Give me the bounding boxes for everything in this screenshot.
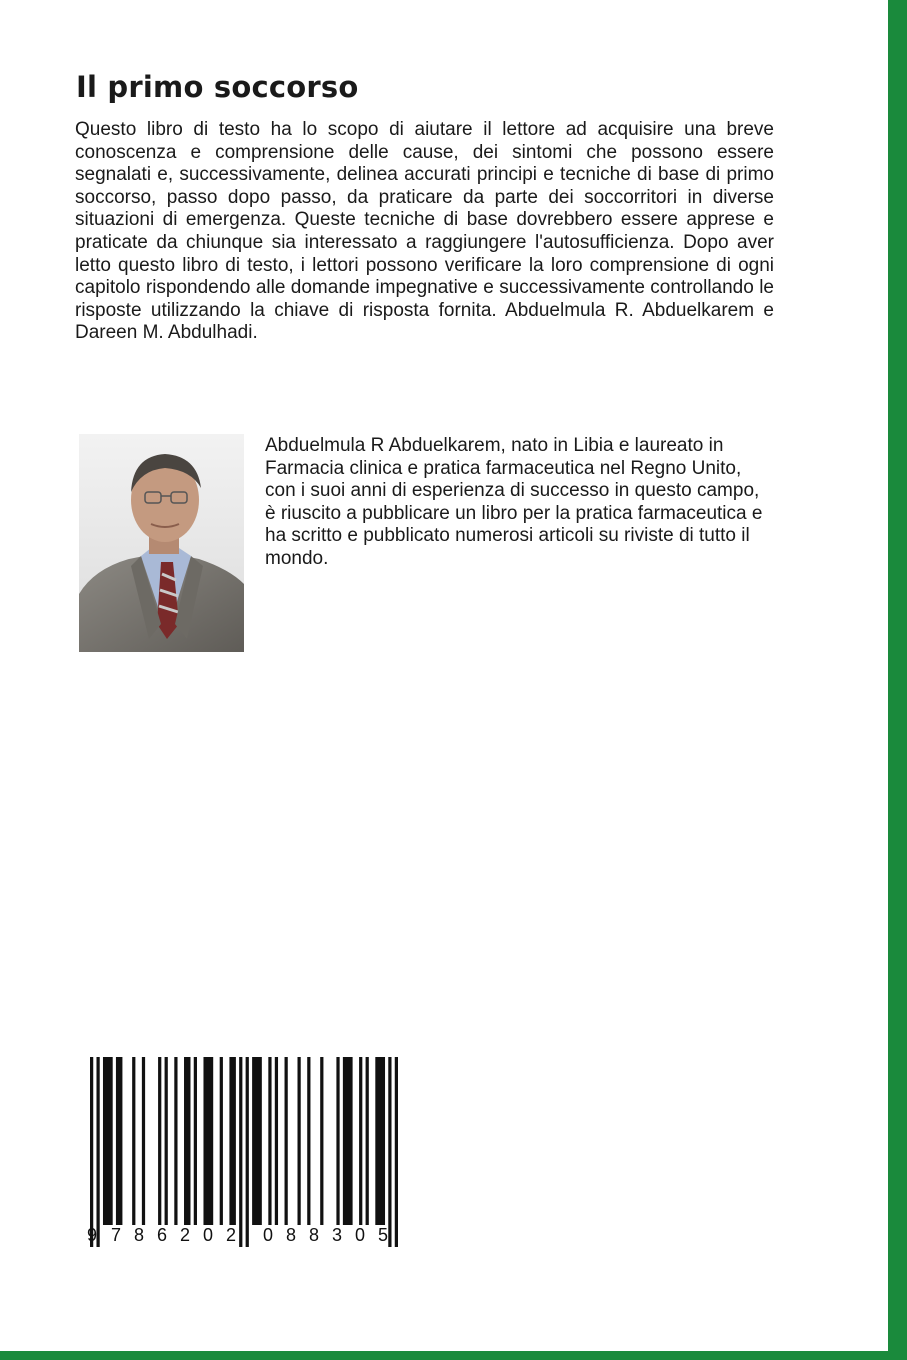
barcode-bar <box>395 1057 398 1247</box>
barcode-bar <box>184 1057 190 1225</box>
isbn-digit: 2 <box>179 1225 190 1245</box>
isbn-digit: 0 <box>354 1225 365 1245</box>
isbn-digit: 8 <box>133 1225 144 1245</box>
barcode-bar <box>246 1057 249 1247</box>
barcode-bar <box>375 1057 385 1225</box>
isbn-digit: 6 <box>156 1225 167 1245</box>
barcode-bar <box>132 1057 135 1225</box>
barcode-bar <box>366 1057 369 1225</box>
barcode-bar <box>220 1057 223 1225</box>
barcode-bar <box>203 1057 213 1225</box>
isbn-digit: 3 <box>331 1225 342 1245</box>
isbn-digit: 0 <box>202 1225 213 1245</box>
barcode-bar <box>388 1057 391 1247</box>
green-border-right <box>888 0 907 1360</box>
barcode-bar <box>194 1057 197 1225</box>
isbn-barcode <box>90 1057 398 1247</box>
barcode-bar <box>103 1057 113 1225</box>
barcode-bar <box>90 1057 93 1247</box>
book-blurb: Questo libro di testo ha lo scopo di aiutare il lettore ad acquisire una breve conoscenza e comprensione delle cause, dei sintomi che possono essere segnalati e, successivamente, delinea accurati principi e tecniche di base di primo soccorso, passo dopo passo, da praticare da parte dei soccorritori in diverse situazioni di emergenza. Queste tecniche di base dovrebbero essere apprese e praticate da chiunque sia interessato a raggiungere l'autosufficienza. Dopo aver letto questo libro di testo, i lettori possono verificare la loro comprensione di ogni capitolo rispondendo alle domande impegnative e successivamente controllando le risposte utilizzando la chiave di risposta fornita. Abduelmula R. Abduelkarem e Dareen M. Abdulhadi. <box>75 119 774 344</box>
isbn-digit: 9 <box>86 1225 97 1245</box>
book-title: Il primo soccorso <box>76 70 359 104</box>
barcode-bar <box>320 1057 323 1225</box>
barcode-bar <box>275 1057 278 1225</box>
author-photo <box>79 434 244 652</box>
barcode-bar <box>343 1057 353 1225</box>
isbn-digit: 2 <box>225 1225 236 1245</box>
isbn-digits <box>82 1225 392 1247</box>
barcode-bar <box>158 1057 161 1225</box>
barcode-bar <box>165 1057 168 1225</box>
barcode-bar <box>336 1057 339 1225</box>
barcode-bar <box>285 1057 288 1225</box>
barcode-bar <box>116 1057 122 1225</box>
isbn-digit: 8 <box>308 1225 319 1245</box>
isbn-digit: 7 <box>110 1225 121 1245</box>
barcode-bar <box>239 1057 242 1247</box>
barcode-bar <box>96 1057 99 1247</box>
barcode-bar <box>307 1057 310 1225</box>
barcode-bar <box>297 1057 300 1225</box>
barcode-bar <box>268 1057 271 1225</box>
isbn-digit: 8 <box>285 1225 296 1245</box>
barcode-bar <box>142 1057 145 1225</box>
isbn-digit: 0 <box>262 1225 273 1245</box>
barcode-bar <box>174 1057 177 1225</box>
author-bio: Abduelmula R Abduelkarem, nato in Libia e laureato in Farmacia clinica e pratica farmaceutica nel Regno Unito, con i suoi anni di esperienza di successo in questo campo, è riuscito a pubblicare un libro per la pratica farmaceutica e ha scritto e pubblicato numerosi articoli su riviste di tutto il mondo. <box>265 435 763 569</box>
isbn-digit: 5 <box>377 1225 388 1245</box>
barcode-bar <box>359 1057 362 1225</box>
barcode-bar <box>252 1057 262 1225</box>
green-border-bottom <box>0 1351 907 1360</box>
barcode-bar <box>229 1057 235 1225</box>
